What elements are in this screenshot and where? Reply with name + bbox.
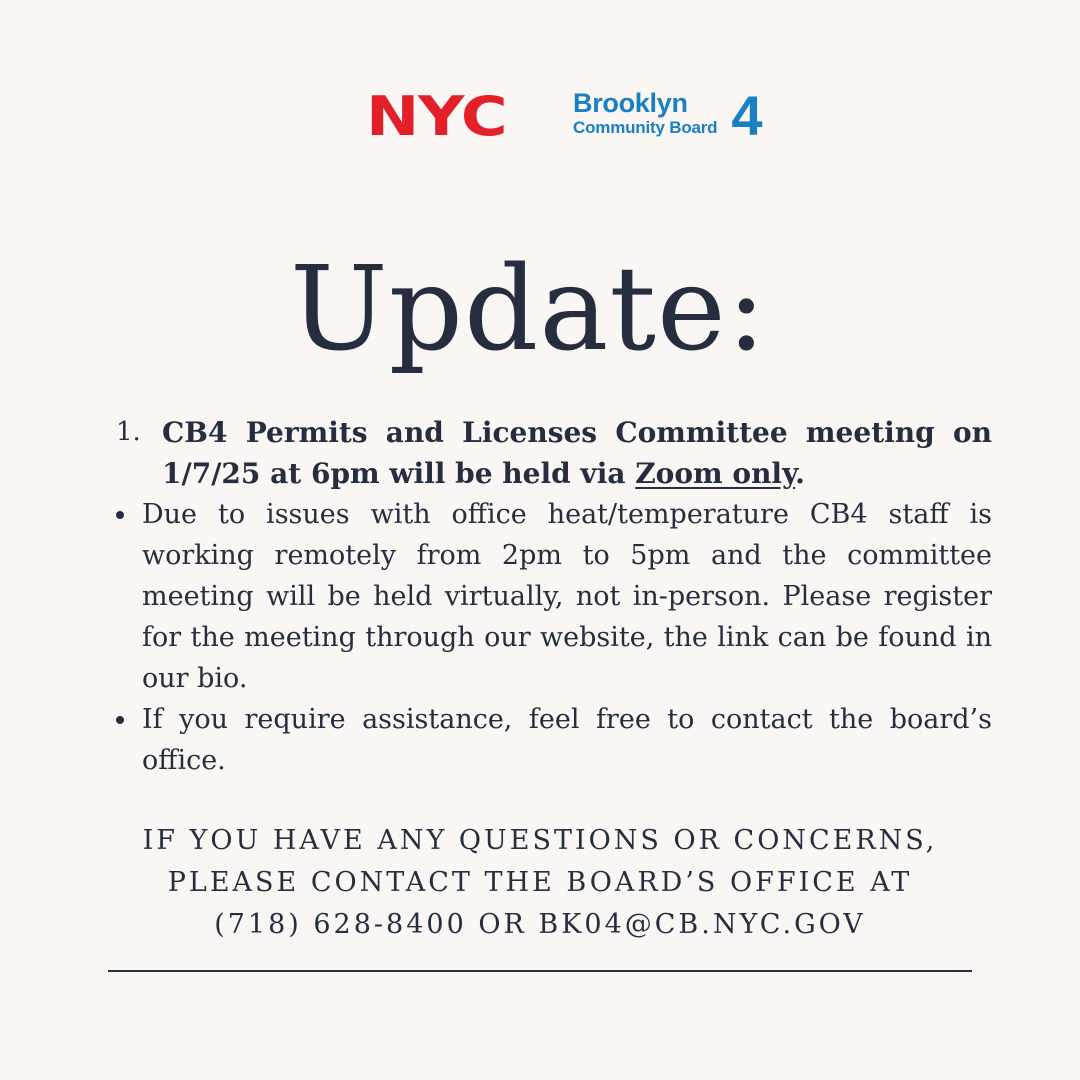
nyc-logo-text: NYC xyxy=(366,85,507,148)
logo-borough: Brooklyn xyxy=(573,88,688,118)
divider xyxy=(108,970,972,972)
bullet-icon xyxy=(110,699,142,781)
announcement-body xyxy=(110,412,992,781)
zoom-only-emphasis: Zoom only xyxy=(635,457,796,490)
meeting-notice-period: . xyxy=(795,457,805,490)
page-title: Update: xyxy=(290,242,767,377)
nyc-logo xyxy=(366,85,507,148)
contact-line-1: IF YOU HAVE ANY QUESTIONS OR CONCERNS, xyxy=(142,825,938,856)
contact-line-3: (718) 628-8400 OR BK04@CB.NYC.GOV xyxy=(214,909,866,940)
list-item xyxy=(110,699,992,781)
meeting-notice xyxy=(140,412,992,494)
bullet-list xyxy=(110,494,992,781)
bullet-text: Due to issues with office heat/temperature CB4 staff is working remotely from 2pm to 5pm and the committee meeting will be held virtually, not in-person. Please register for the meeting through our website, the link can be found in our bio. xyxy=(142,499,992,694)
logo-board-number: 4 xyxy=(731,84,763,147)
logo-subtitle: Community Board xyxy=(573,118,718,137)
list-item xyxy=(110,494,992,699)
numbered-item xyxy=(110,412,992,494)
contact-line-2: PLEASE CONTACT THE BOARD’S OFFICE AT xyxy=(167,867,913,898)
logo-board-text xyxy=(573,88,717,138)
list-number: 1. xyxy=(116,417,141,447)
contact-info xyxy=(0,820,1080,946)
meeting-notice-text: CB4 Permits and Licenses Committee meeting on 1/7/25 at 6pm will be held via xyxy=(162,416,992,490)
bullet-text: If you require assistance, feel free to contact the board’s office. xyxy=(142,704,992,776)
cb4-logo xyxy=(366,84,763,148)
bullet-icon xyxy=(110,494,142,699)
